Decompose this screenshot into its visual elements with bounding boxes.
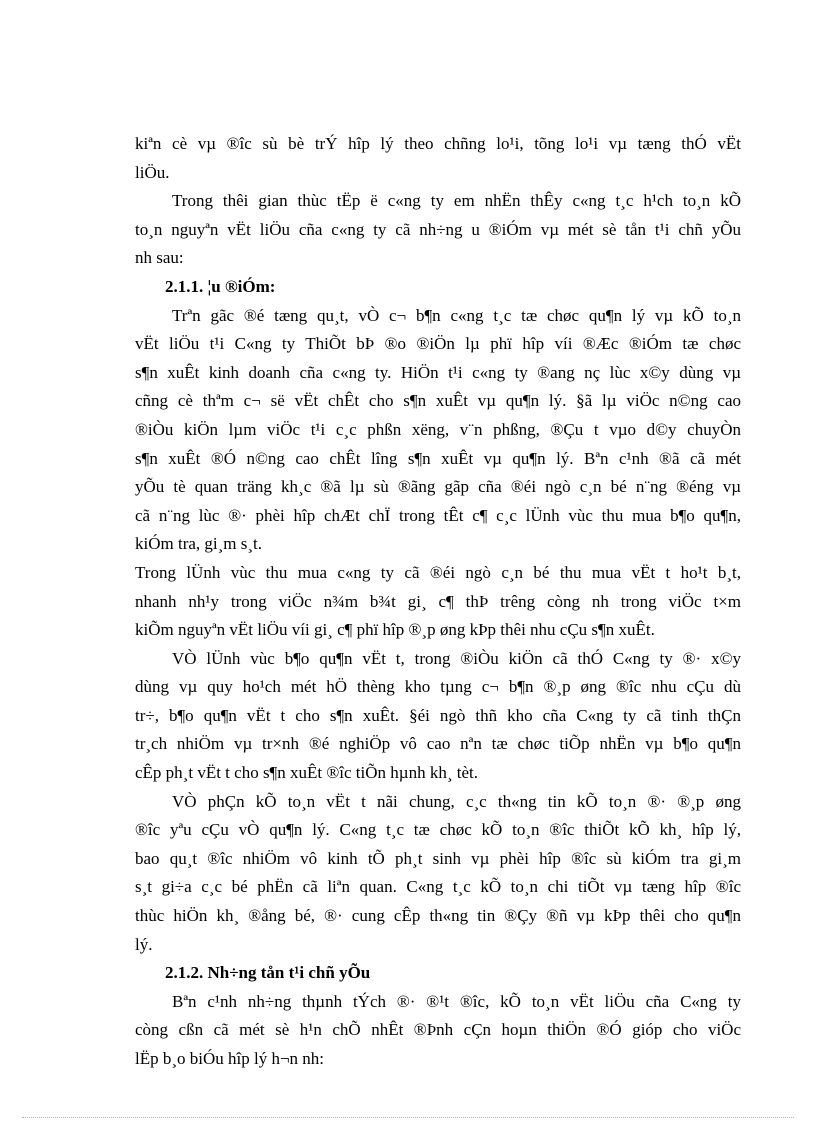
text-line: to¸n nguyªn vËt liÖu cña c«ng ty cã nh÷ng u ®iÓm vµ mét sè tån t¹i chñ yÕu	[135, 219, 741, 239]
paragraph	[135, 559, 741, 645]
paragraph	[135, 788, 741, 960]
text-line: kiÕm nguyªn vËt liÖu víi gi¸ c¶ phï hîp ®¸p øng kÞp thêi nhu cÇu s¶n xuÊt.	[135, 620, 655, 640]
text-line: lËp b¸o biÓu hîp lý h¬n nh:	[135, 1049, 325, 1068]
text-line: thùc hiÖn kh¸ ®ång bé, ®· cung cÊp th«ng tin ®Çy ®ñ vµ kÞp thêi cho qu¶n	[135, 906, 741, 926]
paragraph	[135, 988, 741, 1074]
text-line: liÖu.	[135, 162, 170, 182]
text-line: cÊp ph¸t vËt t cho s¶n xuÊt ®îc tiÕn hµnh kh¸ tèt.	[135, 763, 478, 783]
text-line: s¶n xuÊt kinh doanh cña c«ng ty. HiÖn t¹i c«ng ty ®ang nç lùc x©y dùng vµ	[135, 362, 741, 382]
text-line: lý.	[135, 934, 153, 954]
text-line: kiªn cè vµ ®îc sù bè trÝ hîp lý theo chñng lo¹i, tõng lo¹i vµ tæng thÓ vËt	[135, 134, 741, 153]
paragraph	[135, 187, 741, 273]
text-line: tr÷, b¶o qu¶n vËt t cho s¶n xuÊt. §éi ngò thñ kho cña C«ng ty cã tinh thÇn	[135, 705, 741, 725]
text-line: tr¸ch nhiÖm vµ tr×nh ®é nghiÖp vô cao nªn tæ chøc tiÕp nhËn vµ b¶o qu¶n	[135, 734, 741, 754]
heading-text: 2.1.1. ¦u ®iÓm:	[165, 276, 276, 296]
text-line: nh sau:	[135, 248, 184, 268]
text-line: s¸t gi÷a c¸c bé phËn cã liªn quan. C«ng t¸c kÕ to¸n chi tiÕt vµ tæng hîp ®îc	[135, 877, 741, 897]
text-line: vËt liÖu t¹i C«ng ty ThiÕt bÞ ®o ®iÖn lµ phï hîp víi ®Æc ®iÓm tæ chøc	[135, 334, 741, 354]
section-heading	[135, 959, 741, 988]
text-line: s¶n xuÊt ®Ó n©ng cao chÊt lîng s¶n xuÊt vµ qu¶n lý. Bªn c¹nh ®ã cã mét	[135, 448, 741, 468]
text-line: còng cßn cã mét sè h¹n chÕ nhÊt ®Þnh cÇn hoµn thiÖn ®Ó gióp cho viÖc	[135, 1020, 741, 1040]
text-line: Trªn gãc ®é tæng qu¸t, vÒ c¬ b¶n c«ng t¸c tæ chøc qu¶n lý vµ kÕ to¸n	[172, 305, 741, 325]
heading-text: 2.1.2. Nh÷ng tån t¹i chñ yÕu	[165, 963, 371, 983]
paragraph	[135, 302, 741, 559]
text-line: Bªn c¹nh nh÷ng thµnh tÝch ®· ®¹t ®îc, kÕ to¸n vËt liÖu cña C«ng ty	[172, 991, 741, 1011]
text-line: Trong thêi gian thùc tËp ë c«ng ty em nhËn thÊy c«ng t¸c h¹ch to¸n kÕ	[172, 191, 741, 211]
text-line: ®îc yªu cÇu vÒ qu¶n lý. C«ng t¸c tæ chøc kÕ to¸n ®îc thiÕt kÕ kh¸ hîp lý,	[135, 820, 741, 840]
section-heading	[135, 273, 741, 302]
text-line: VÒ phÇn kÕ to¸n vËt t nãi chung, c¸c th«ng tin kÕ to¸n ®· ®¸p øng	[172, 791, 741, 811]
text-line: kiÓm tra, gi¸m s¸t.	[135, 534, 263, 554]
text-line: VÒ lÜnh vùc b¶o qu¶n vËt t, trong ®iÒu kiÖn cã thÓ C«ng ty ®· x©y	[172, 648, 741, 668]
text-line: bao qu¸t ®îc nhiÖm vô kinh tÕ ph¸t sinh vµ phèi hîp ®îc sù kiÓm tra gi¸m	[135, 848, 741, 868]
text-line: yÕu tè quan träng kh¸c ®ã lµ sù ®ãng gãp cña ®éi ngò c¸n bé n¨ng ®éng vµ	[135, 477, 741, 497]
text-line: ®iÒu kiÖn lµm viÖc t¹i c¸c phßn xëng, v¨n phßng, ®Çu t vµo d©y chuyÒn	[135, 419, 741, 439]
paragraph	[135, 130, 741, 187]
text-line: Trong lÜnh vùc thu mua c«ng ty cã ®éi ngò c¸n bé thu mua vËt t ho¹t b¸t,	[135, 562, 741, 582]
text-line: cñng cè thªm c¬ së vËt chÊt cho s¶n xuÊt vµ qu¶n lý. §ã lµ viÖc n©ng cao	[135, 391, 741, 411]
paragraph	[135, 645, 741, 788]
text-line: nhanh nh¹y trong viÖc n¾m b¾t gi¸ c¶ thÞ trêng còng nh trong viÖc t×m	[135, 591, 741, 611]
document-body	[135, 130, 741, 1074]
text-line: cã n¨ng lùc ®· phèi hîp chÆt chÏ trong tÊt c¶ c¸c lÜnh vùc thu mua b¶o qu¶n,	[135, 505, 741, 525]
text-line: dùng vµ quy ho¹ch mét hÖ thèng kho tµng c¬ b¶n ®¸p øng ®îc nhu cÇu dù	[135, 677, 741, 697]
footer-dotted-rule	[22, 1117, 794, 1118]
